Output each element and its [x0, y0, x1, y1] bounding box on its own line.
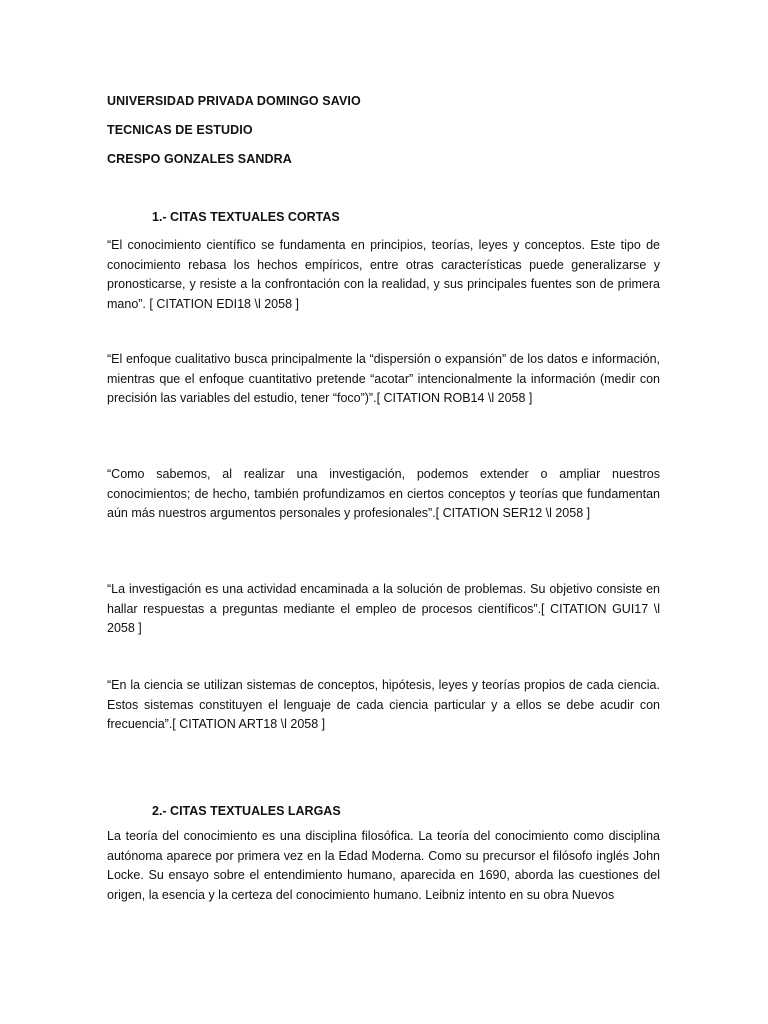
author-name: CRESPO GONZALES SANDRA: [107, 152, 292, 166]
quote-paragraph: “El enfoque cualitativo busca principalmente la “dispersión o expansión” de los datos e información, mientras que el enfoque cuantitativo pretende “acotar” intencionalmente la información (medir con precisión las variables del estudio, tener “foco”)”.[ CITATION ROB14 \l 2058 ]: [107, 352, 660, 405]
course-name: TECNICAS DE ESTUDIO: [107, 123, 253, 137]
quote-paragraph: “Como sabemos, al realizar una investigación, podemos extender o ampliar nuestros conocimientos; de hecho, también profundizamos en ciertos conceptos y teorías que fundamentan aún más nuestros argumentos personales y profesionales”.[ CITATION SER12 \l 2058 ]: [107, 467, 660, 520]
quote-paragraph: “El conocimiento científico se fundamenta en principios, teorías, leyes y conceptos. Este tipo de conocimiento rebasa los hechos empíricos, entre otras características puede generalizarse y pronosticarse, y resiste a la confrontación con la realidad, y sus principales fuentes son de primera mano”. [ CITATION EDI18 \l 2058 ]: [107, 238, 660, 311]
quote-paragraph: “La investigación es una actividad encaminada a la solución de problemas. Su objetivo consiste en hallar respuestas a preguntas mediante el empleo de procesos científicos”.[ CITATION GUI17 \l 2058 ]: [107, 582, 660, 635]
section-title-long-quotes: 2.- CITAS TEXTUALES LARGAS: [152, 804, 341, 818]
quote-paragraph: “En la ciencia se utilizan sistemas de conceptos, hipótesis, leyes y teorías propios de cada ciencia. Estos sistemas constituyen el lenguaje de cada ciencia particular y a ellos se debe acudir con frecuencia”.[ CITATION ART18 \l 2058 ]: [107, 678, 660, 731]
section-title-short-quotes: 1.- CITAS TEXTUALES CORTAS: [152, 210, 340, 224]
university-name: UNIVERSIDAD PRIVADA DOMINGO SAVIO: [107, 94, 361, 108]
long-quote-paragraph: La teoría del conocimiento es una disciplina filosófica. La teoría del conocimiento como disciplina autónoma aparece por primera vez en la Edad Moderna. Como su precursor el filósofo inglés John Locke. Su ensayo sobre el entendimiento humano, aparecida en 1690, aborda las cuestiones del origen, la esencia y la certeza del conocimiento humano. Leibniz intento en su obra Nuevos: [107, 829, 660, 902]
